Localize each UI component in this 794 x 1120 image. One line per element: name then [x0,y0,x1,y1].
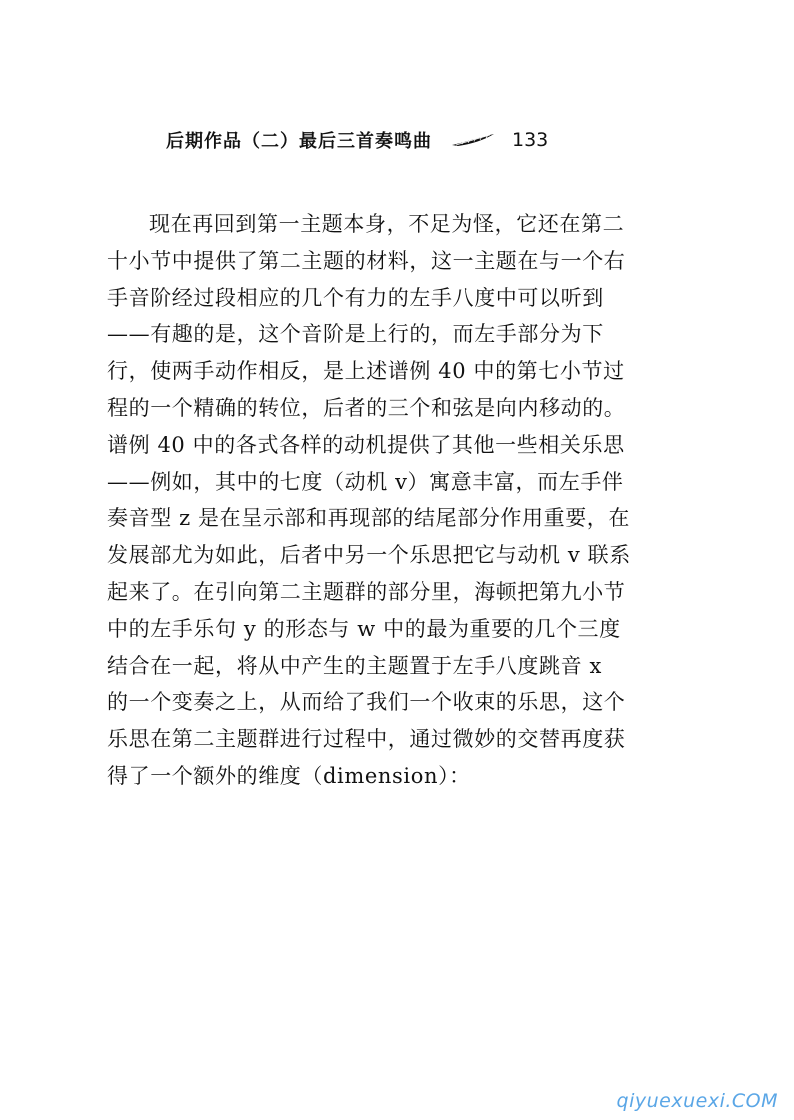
feather-quill-icon [450,132,496,148]
text-line: 十小节中提供了第二主题的材料，这一主题在与一个右 [107,248,626,273]
page-number: 133 [512,129,549,151]
text-line: 乐思在第二主题群进行过程中，通过微妙的交替再度获 [107,727,626,752]
text-line: 现在再回到第一主题本身，不足为怪，它还在第二 [149,212,625,236]
text-line: 发展部尤为如此，后者中另一个乐思把它与动机 v 联系 [107,543,631,568]
text-line: 奏音型 z 是在呈示部和再现部的结尾部分作用重要，在 [107,506,631,531]
running-header [166,124,636,156]
chapter-title: 后期作品（二）最后三首奏鸣曲 [166,131,432,152]
text-line: ——例如，其中的七度（动机 v）寓意丰富，而左手伴 [107,469,624,494]
text-line: ——有趣的是，这个音阶是上行的，而左手部分为下 [107,322,604,347]
text-line: 程的一个精确的转位，后者的三个和弦是向内移动的。 [107,395,626,420]
text-line: 谱例 40 中的各式各样的动机提供了其他一些相关乐思 [107,432,625,457]
text-line: 手音阶经过段相应的几个有力的左手八度中可以听到 [107,285,604,310]
text-line: 的一个变奏之上，从而给了我们一个收束的乐思，这个 [107,690,626,715]
text-line: 结合在一起，将从中产生的主题置于左手八度跳音 x [107,653,602,678]
site-watermark: qiyuexuexi.COM [616,1090,778,1112]
text-line: 中的左手乐句 y 的形态与 w 中的最为重要的几个三度 [107,616,621,641]
body-paragraph [107,206,667,795]
text-line: 得了一个额外的维度（dimension）： [107,763,471,788]
text-line: 行，使两手动作相反，是上述谱例 40 中的第七小节过 [107,359,625,384]
text-line: 起来了。在引向第二主题群的部分里，海顿把第九小节 [107,579,626,604]
